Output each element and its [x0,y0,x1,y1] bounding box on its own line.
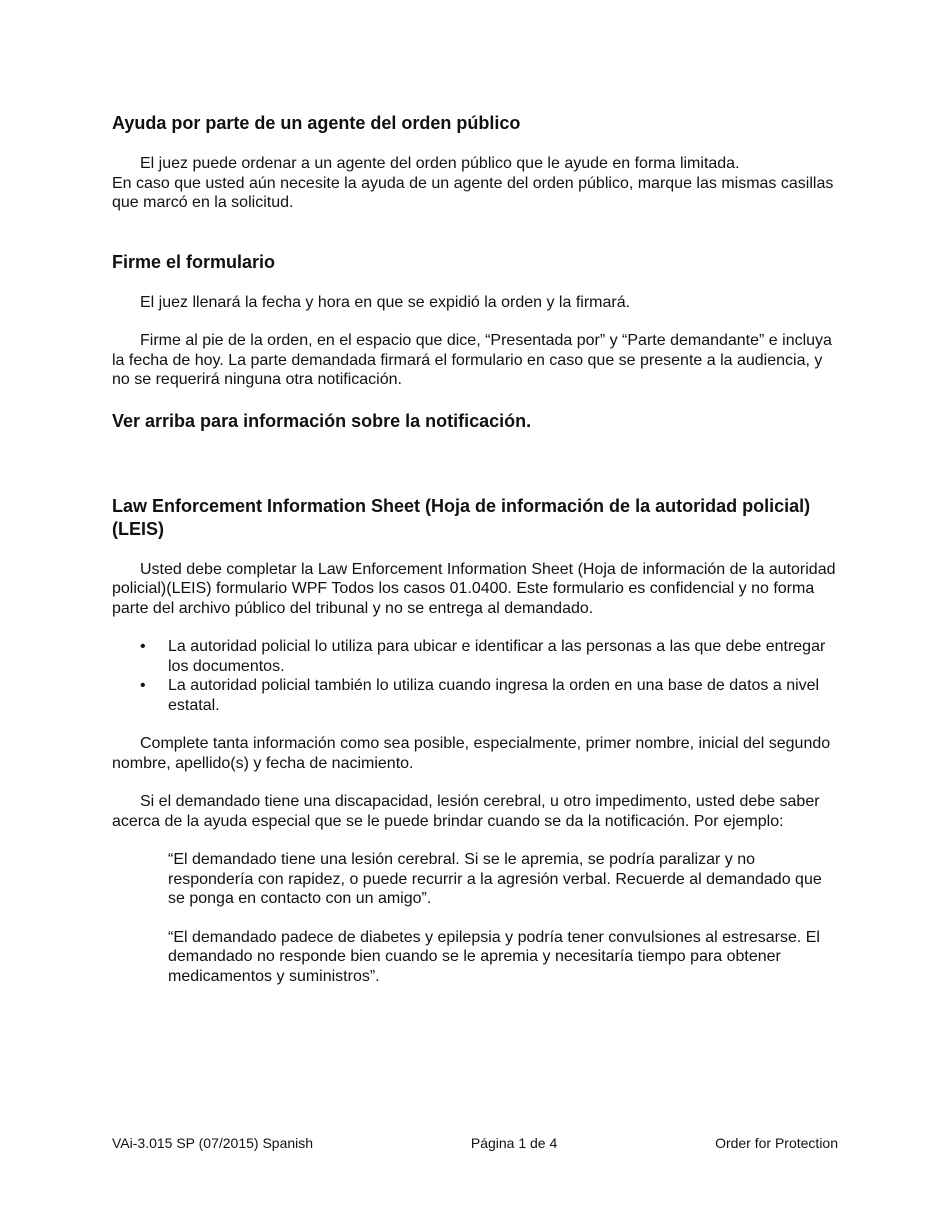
footer-form-id: VAi-3.015 SP (07/2015) Spanish [112,1135,314,1151]
footer-page-number: Página 1 de 4 [470,1135,558,1151]
paragraph-ayuda-rest: En caso que usted aún necesite la ayuda de un agente del orden público, marque las mismas casillas que marcó en la solicitud. [112,174,834,211]
paragraph-ayuda [112,154,842,213]
section-heading-ayuda: Ayuda por parte de un agente del orden público [112,113,521,133]
list-item-text: La autoridad policial lo utiliza para ubicar e identificar a las personas a las que debe entregar los documentos. [168,638,826,675]
bullet-icon: • [140,638,146,655]
paragraph-leis-3: Si el demandado tiene una discapacidad, lesión cerebral, u otro impedimento, usted debe saber acerca de la ayuda especial que se le puede brindar cuando se da la notificación. Por ejemplo: [112,793,820,830]
list-item [140,676,842,715]
paragraph-leis-2: Complete tanta información como sea posible, especialmente, primer nombre, inicial del segundo nombre, apellido(s) y fecha de nacimiento. [112,735,831,772]
example-quote-2: “El demandado padece de diabetes y epilepsia y podría tener convulsiones al estresarse. El demandado no responde bien cuando se le apremia y necesitaría tiempo para obtener medicamentos y suministros”. [168,928,820,985]
section-heading-firme: Firme el formulario [112,251,276,272]
paragraph-ayuda-first-line: El juez puede ordenar a un agente del orden público que le ayude en forma limitada. [140,155,740,172]
example-quote-1: “El demandado tiene una lesión cerebral. Si se le apremia, se podría paralizar y no respondería con rapidez, o puede recurrir a la agresión verbal. Recuerde al demandado que se ponga en contacto con un amigo”. [168,851,822,907]
paragraph-leis-1: Usted debe completar la Law Enforcement Information Sheet (Hoja de información de la autoridad policial)(LEIS) formulario WPF Todos los casos 01.0400. Este formulario es confidencial y no forma parte del archivo público del tribunal y no se entrega al demandado. [112,560,836,617]
bullet-icon: • [140,677,146,694]
paragraph-firme-1: El juez llenará la fecha y hora en que se expidió la orden y la firmará. [140,293,631,311]
paragraph-firme-2: Firme al pie de la orden, en el espacio que dice, “Presentada por” y “Parte demandante” e incluya la fecha de hoy. La parte demandada firmará el formulario en caso que se presente a la audiencia, y no se requerirá ninguna otra notificación. [112,332,832,388]
section-heading-ver-arriba: Ver arriba para información sobre la notificación. [112,410,532,431]
document-page [112,112,842,986]
bullet-list [112,637,842,715]
footer-form-title: Order for Protection [715,1135,838,1151]
page-footer [112,1134,838,1152]
list-item [140,637,842,676]
section-heading-leis: Law Enforcement Information Sheet (Hoja de información de la autoridad policial) (LEIS) [112,495,811,539]
list-item-text: La autoridad policial también lo utiliza cuando ingresa la orden en una base de datos a nivel estatal. [168,677,820,714]
